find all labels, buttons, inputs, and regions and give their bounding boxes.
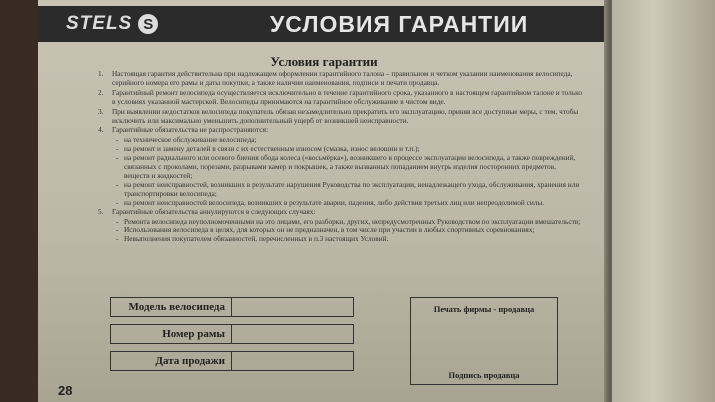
sale-date-field[interactable] xyxy=(232,352,353,370)
document-title: Условия гарантии xyxy=(270,54,378,69)
frame-number-field[interactable] xyxy=(232,325,353,343)
stamp-label: Печать фирмы - продавца xyxy=(433,304,535,314)
logo-text: STELS xyxy=(66,13,133,34)
form-row-date xyxy=(110,351,354,371)
sub-item-text: Ремонта велосипеда неуполномоченными на это лицами, его разборки, других, непредусмотренных Руководством по эксплуатации вмешательств; xyxy=(124,216,581,226)
logo-badge-icon: S xyxy=(138,14,158,34)
page-number: 28 xyxy=(58,383,73,398)
model-label: Модель велосипеда xyxy=(111,298,232,316)
sub-item: - Использования велосипеда в целях, для которых он не предназначен, в том числе при участии в любых спортивных соревнованиях; xyxy=(116,225,535,235)
terms-item xyxy=(98,70,583,88)
item-text: Гарантийный ремонт велосипеда осуществляется исключительно в течение гарантийного срока, указанного в настоящем гарантийном талоне и только в условиях указанной мастерской. Велосипеды принимаются на гарантийное обслуживание в чистом виде. xyxy=(112,87,582,106)
model-field[interactable] xyxy=(232,298,353,316)
terms-item xyxy=(98,126,583,135)
facing-page xyxy=(612,0,715,402)
item-text: Настоящая гарантия действительна при надлежащем оформлении гарантийного талона – правильном и четком указании наименования велосипеда, серийного номера его рамы и даты покупки, а также наличии наименования, подписи и печати продавца. xyxy=(112,69,573,87)
warranty-terms xyxy=(98,70,583,244)
sale-date-label: Дата продажи xyxy=(111,352,232,370)
item-number: 2. xyxy=(98,87,104,97)
sub-item: - Ремонта велосипеда неуполномоченными на это лицами, его разборки, других, непредусмотренных Руководством по эксплуатации вмешательств; xyxy=(116,216,581,226)
sub-item: - на ремонт неисправностей, возникших в результате нарушения Руководства по эксплуатации, ненадлежащего ухода, обслуживания, хранения или транспортировки велосипеда; xyxy=(116,181,583,199)
sub-item: - на техническое обслуживание велосипеда; xyxy=(116,135,257,145)
sub-item-text: на ремонт радиального или осевого биения обода колеса («восьмёрка»), возникшего в процессе эксплуатации велосипеда, а также повреждений, связанных с проколами, порезами, разрывами камер и покрышек, а также вызванных попаданием внутрь изделия посторонних предметов, веществ и жидкостей; xyxy=(124,153,576,180)
page-header xyxy=(38,6,610,42)
item-number: 3. xyxy=(98,106,104,116)
item-text: Гарантийные обязательства не распространяются: xyxy=(112,125,269,135)
sale-info-form xyxy=(110,297,354,378)
sub-item-text: Использования велосипеда в целях, для которых он не предназначен, в том числе при участии в любых спортивных соревнованиях; xyxy=(124,225,535,235)
form-row-frame xyxy=(110,324,354,344)
item-text: При выявлении недостатков велосипеда покупатель обязан незамедлительно прекратить его эксплуатацию, приняв все доступные меры, с тем, чтобы исключить или максимально уменьшить дополнительный ущерб от возникшей неисправности. xyxy=(112,106,579,125)
form-row-model xyxy=(110,297,354,317)
item-text: Гарантийные обязательства аннулируются в следующих случаях: xyxy=(112,206,316,216)
sub-item-text: на ремонт неисправностей велосипеда, возникших в результате аварии, падения, либо действия третьих лиц или непреодолимой силы. xyxy=(124,197,545,207)
item-number: 1. xyxy=(98,69,104,78)
stels-logo xyxy=(66,12,158,36)
sub-item: - на ремонт радиального или осевого биения обода колеса («восьмёрка»), возникшего в процессе эксплуатации велосипеда, а также повреждений, связанных с проколами, порезами, разрывами камер и покрышек, а также вызванных попаданием внутрь изделия посторонних предметов, веществ и жидкостей; xyxy=(116,154,583,181)
header-title: УСЛОВИЯ ГАРАНТИИ xyxy=(270,11,529,37)
terms-item xyxy=(98,108,583,126)
sub-item: - Невыполнения покупателем обязанностей, перечисленных в п.3 настоящих Условий. xyxy=(116,234,389,244)
sub-item-text: на техническое обслуживание велосипеда; xyxy=(124,135,257,145)
item-number: 4. xyxy=(98,125,104,135)
document-page xyxy=(38,0,610,402)
terms-item xyxy=(98,89,583,107)
sub-item: - на ремонт и замену деталей в связи с их естественным износом (смазка, износ велошин и т.п.); xyxy=(116,144,420,154)
sub-item-text: на ремонт неисправностей, возникших в результате нарушения Руководства по эксплуатации, ненадлежащего ухода, обслуживания, хранения или транспортировки велосипеда; xyxy=(124,179,580,198)
terms-item xyxy=(98,208,583,217)
sub-item: - на ремонт неисправностей велосипеда, возникших в результате аварии, падения, либо действия третьих лиц или непреодолимой силы. xyxy=(116,197,545,207)
sub-item-text: на ремонт и замену деталей в связи с их естественным износом (смазка, износ велошин и т.п.); xyxy=(124,144,420,154)
signature-label: Подпись продавца xyxy=(448,370,520,380)
item-number: 5. xyxy=(98,206,104,216)
frame-number-label: Номер рамы xyxy=(111,325,232,343)
seller-stamp-box[interactable] xyxy=(410,297,558,385)
sub-item-text: Невыполнения покупателем обязанностей, перечисленных в п.3 настоящих Условий. xyxy=(124,234,389,244)
